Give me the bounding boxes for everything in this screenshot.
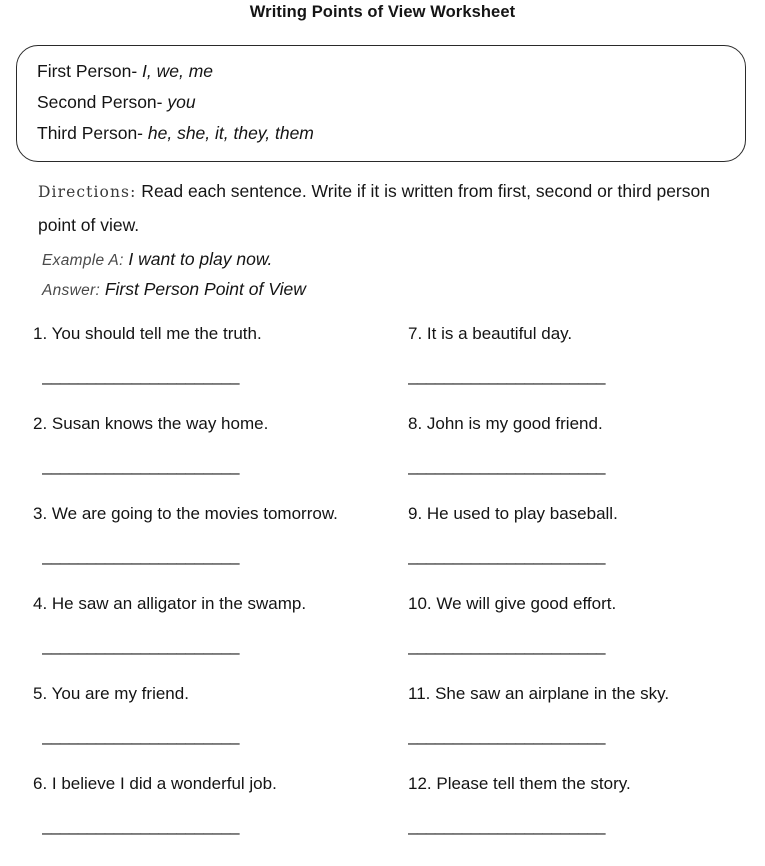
question-item (33, 590, 413, 680)
question-item (408, 410, 765, 500)
answer-text: First Person Point of View (104, 279, 306, 299)
answer-blank-line[interactable]: ______________________ (408, 816, 606, 835)
answer-blank-line[interactable]: ______________________ (42, 636, 240, 655)
point-of-view-reference-box (16, 45, 746, 162)
reference-line-second-person (37, 87, 735, 118)
answer-label: Answer: (42, 282, 101, 299)
answer-blank-line[interactable]: ______________________ (42, 816, 240, 835)
reference-line-third-person (37, 118, 735, 149)
question-text: 10. We will give good effort. (408, 594, 617, 613)
example-sentence: I want to play now. (128, 249, 273, 269)
questions-column-right (408, 320, 765, 860)
question-text: 6. I believe I did a wonderful job. (33, 774, 277, 793)
question-text: 11. She saw an airplane in the sky. (408, 684, 670, 703)
reference-label-first-person: First Person- (37, 61, 143, 81)
question-text: 5. You are my friend. (33, 684, 189, 703)
answer-blank-line[interactable]: ______________________ (408, 546, 606, 565)
answer-blank-line[interactable]: ______________________ (42, 456, 240, 475)
questions-grid (0, 320, 765, 866)
reference-label-third-person: Third Person- (37, 123, 148, 143)
question-item (408, 770, 765, 860)
question-text: 4. He saw an alligator in the swamp. (33, 594, 307, 613)
question-text: 8. John is my good friend. (408, 414, 603, 433)
directions-label: Directions: (38, 183, 137, 201)
question-text: 2. Susan knows the way home. (33, 414, 269, 433)
page-title: Writing Points of View Worksheet (249, 3, 516, 21)
question-item (408, 680, 765, 770)
question-item (33, 500, 413, 590)
answer-blank-line[interactable]: ______________________ (408, 456, 606, 475)
reference-line-first-person (37, 56, 735, 87)
question-text: 3. We are going to the movies tomorrow. (33, 504, 338, 523)
question-text: 7. It is a beautiful day. (408, 324, 573, 343)
directions-paragraph (38, 175, 750, 242)
question-item (33, 680, 413, 770)
question-text: 9. He used to play baseball. (408, 504, 618, 523)
question-item (408, 320, 765, 410)
answer-blank-line[interactable]: ______________________ (42, 366, 240, 385)
answer-blank-line[interactable]: ______________________ (408, 636, 606, 655)
question-item (33, 320, 413, 410)
answer-blank-line[interactable]: ______________________ (42, 726, 240, 745)
question-item (408, 500, 765, 590)
directions-text: Read each sentence. Write if it is written from first, second or third person point of view. (38, 181, 710, 235)
answer-blank-line[interactable]: ______________________ (408, 366, 606, 385)
question-item (33, 770, 413, 860)
reference-list (37, 56, 735, 149)
reference-label-second-person: Second Person- (37, 92, 168, 112)
example-row (42, 245, 742, 275)
questions-column-left (33, 320, 413, 860)
reference-pronouns-third-person: he, she, it, they, them (147, 123, 314, 143)
question-item (408, 590, 765, 680)
question-item (33, 410, 413, 500)
example-label: Example A: (42, 252, 124, 269)
example-block (42, 245, 742, 305)
question-text: 1. You should tell me the truth. (33, 324, 262, 343)
question-text: 12. Please tell them the story. (408, 774, 631, 793)
answer-blank-line[interactable]: ______________________ (408, 726, 606, 745)
reference-pronouns-second-person: you (167, 92, 196, 112)
answer-blank-line[interactable]: ______________________ (42, 546, 240, 565)
reference-pronouns-first-person: I, we, me (142, 61, 214, 81)
answer-row (42, 275, 742, 305)
